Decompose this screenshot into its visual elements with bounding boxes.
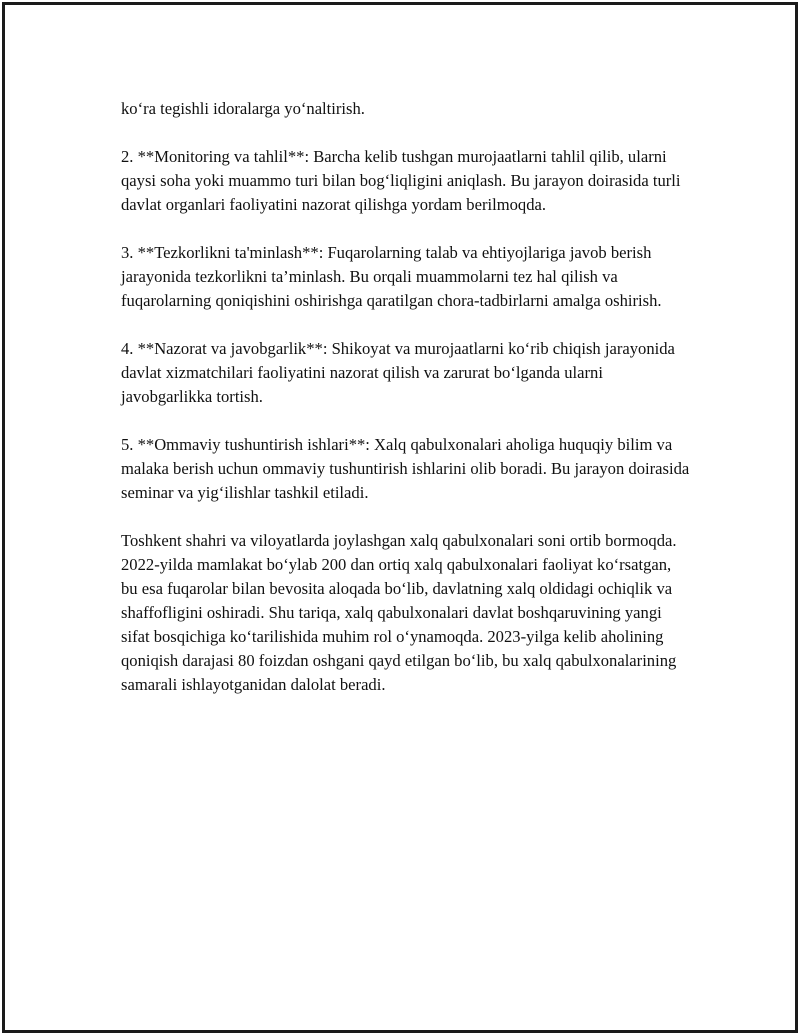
- paragraph-monitoring: 2. **Monitoring va tahlil**: Barcha kelib tushgan murojaatlarni tahlil qilib, ularni qaysi soha yoki muammo turi bilan bog‘liqligini aniqlash. Bu jarayon doirasida turli davlat organlari faoliyatini nazorat qilishga yordam berilmoqda.: [121, 147, 681, 214]
- paragraph-ommaviy: 5. **Ommaviy tushuntirish ishlari**: Xalq qabulxonalari aholiga huquqiy bilim va malaka berish uchun ommaviy tushuntirish ishlarini olib boradi. Bu jarayon doirasida seminar va yig‘ilishlar tashkil etiladi.: [121, 435, 690, 502]
- paragraph-continuation: ko‘ra tegishli idoralarga yo‘naltirish.: [121, 99, 365, 118]
- document-page: [2, 2, 798, 1033]
- document-body: [121, 97, 691, 697]
- paragraph-tezkorlik: 3. **Tezkorlikni ta'minlash**: Fuqarolarning talab va ehtiyojlariga javob berish jarayonida tezkorlikni ta’minlash. Bu orqali muammolarni tez hal qilish va fuqarolarning qoniqishini oshirishga qaratilgan chora-tadbirlarni amalga oshirish.: [121, 243, 662, 310]
- paragraph-nazorat: 4. **Nazorat va javobgarlik**: Shikoyat va murojaatlarni ko‘rib chiqish jarayonida davlat xizmatchilari faoliyatini nazorat qilish va zarurat bo‘lganda ularni javobgarlikka tortish.: [121, 339, 675, 406]
- paragraph-summary: Toshkent shahri va viloyatlarda joylashgan xalq qabulxonalari soni ortib bormoqda. 2022-yilda mamlakat bo‘ylab 200 dan ortiq xalq qabulxonalari faoliyat ko‘rsatgan, bu esa fuqarolar bilan bevosita aloqada bo‘lib, davlatning xalq oldidagi ochiqlik va shaffofligini oshiradi. Shu tariqa, xalq qabulxonalari davlat boshqaruvining yangi sifat bosqichiga ko‘tarilishida muhim rol o‘ynamoqda. 2023-yilga kelib aholining qoniqish darajasi 80 foizdan oshgani qayd etilgan bo‘lib, bu xalq qabulxonalarining samarali ishlayotganidan dalolat beradi.: [121, 531, 677, 694]
